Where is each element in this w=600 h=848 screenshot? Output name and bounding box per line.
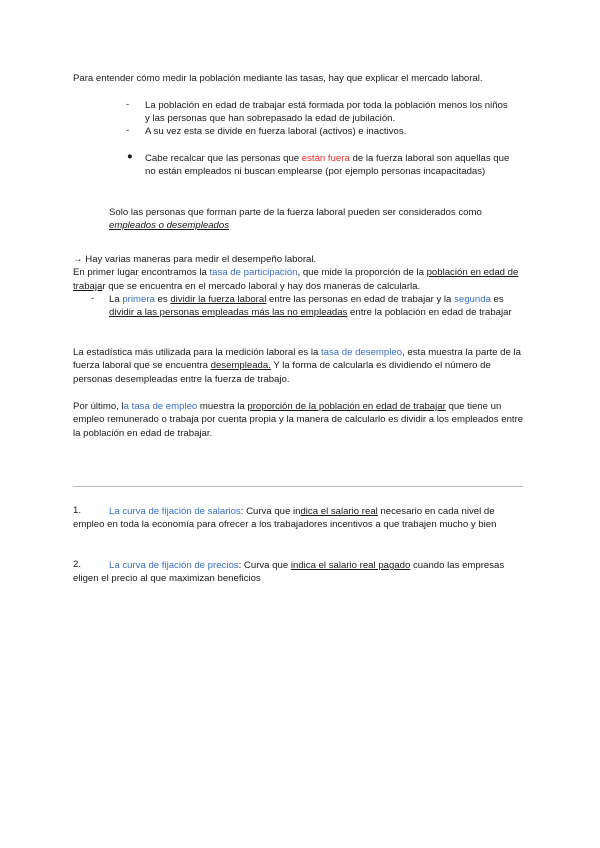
participation-paragraph: → Hay varias maneras para medir el desempeño laboral. En primer lugar encontramos la tasa de participación, que mide la proporción de la población en edad de trabajar que se encuentra en el mercado laboral y hay dos maneras de calcularla. — [73, 254, 519, 292]
term-second: segunda — [454, 294, 491, 305]
price-setting-curve: La curva de fijación de precios: Curva que indica el salario real pagado cuando las empresas eligen el precio al que maximizan beneficios — [73, 560, 505, 585]
underlined-real-wage-paid: indica el salario real pagado — [290, 560, 411, 571]
wage-setting-curve: La curva de fijación de salarios: Curva que indica el salario real necesario en cada nivel de empleo en toda la economía para ofrecer a los trabajadores incentivos a que trabajen mucho y bien — [73, 506, 497, 531]
section-divider — [73, 486, 523, 487]
underlined-method-1: dividir la fuerza laboral — [170, 294, 267, 305]
underlined-real-wage: dica el salario real — [300, 506, 378, 517]
participation-methods: La primera es dividir la fuerza laboral entre las personas en edad de trabajar y la segunda es dividir a las personas empleadas más las no empleadas entre la población en edad de trabajar — [109, 294, 512, 319]
intro-text: Para entender cómo medir la población mediante las tasas, hay que explicar el mercado laboral. — [73, 73, 483, 84]
term-unemployment-rate: tasa de desempleo — [320, 347, 403, 358]
term-first: primera — [122, 294, 155, 305]
note-paragraph: Solo las personas que forman parte de la fuerza laboral pueden ser considerados como empleados o desempleados — [109, 207, 482, 232]
list-item-outside-labor-force: Cabe recalcar que las personas que están fuera de la fuerza laboral son aquellas que no están empleados ni buscan emplearse (por ejemplo personas incapacitadas) — [145, 153, 510, 178]
underlined-unemployed: desempleada. — [210, 360, 271, 372]
underlined-working-age: población en edad de trabaja — [73, 267, 519, 292]
intro-paragraph — [73, 72, 533, 85]
dash-bullet: - — [126, 125, 130, 136]
dash-bullet: - — [126, 99, 130, 110]
number-2: 2. — [73, 559, 82, 570]
number-1: 1. — [73, 505, 82, 516]
term-employment-rate: a tasa de empleo — [123, 401, 198, 412]
term-wage-setting-curve: La curva de fijación de salarios — [109, 506, 241, 517]
underlined-proportion: proporción de la población en edad de trabajar — [247, 401, 446, 412]
employment-paragraph: Por último, la tasa de empleo muestra la proporción de la población en edad de trabajar que tiene un empleo remunerado o trabaja por cuenta propia y la manera de calcularlo es dividir a los empleados entre la población en edad de trabajar. — [73, 401, 524, 439]
list-item-labor-force: A su vez esta se divide en fuerza laboral (activos) e inactivos. — [145, 126, 407, 137]
list-item-working-age: La población en edad de trabajar está formada por toda la población menos los niños y las personas que han sobrepasado la edad de jubilación. — [145, 100, 508, 125]
dot-bullet-icon: ● — [127, 151, 133, 162]
highlight-outside: están fuera — [301, 153, 350, 164]
note-underlined: empleados o desempleados — [109, 220, 230, 232]
dash-bullet: - — [91, 293, 95, 304]
term-participation-rate: tasa de participación — [209, 267, 298, 279]
underlined-method-2: dividir a las personas empleadas más las no empleadas — [109, 307, 348, 319]
unemployment-paragraph: La estadística más utilizada para la medición laboral es la tasa de desempleo, esta muestra la parte de la fuerza laboral que se encuentra desempleada. Y la forma de calcularla es dividiendo el número de personas desempleadas entre la fuerza de trabajo. — [73, 347, 521, 385]
term-price-setting-curve: La curva de fijación de precios — [109, 560, 239, 571]
